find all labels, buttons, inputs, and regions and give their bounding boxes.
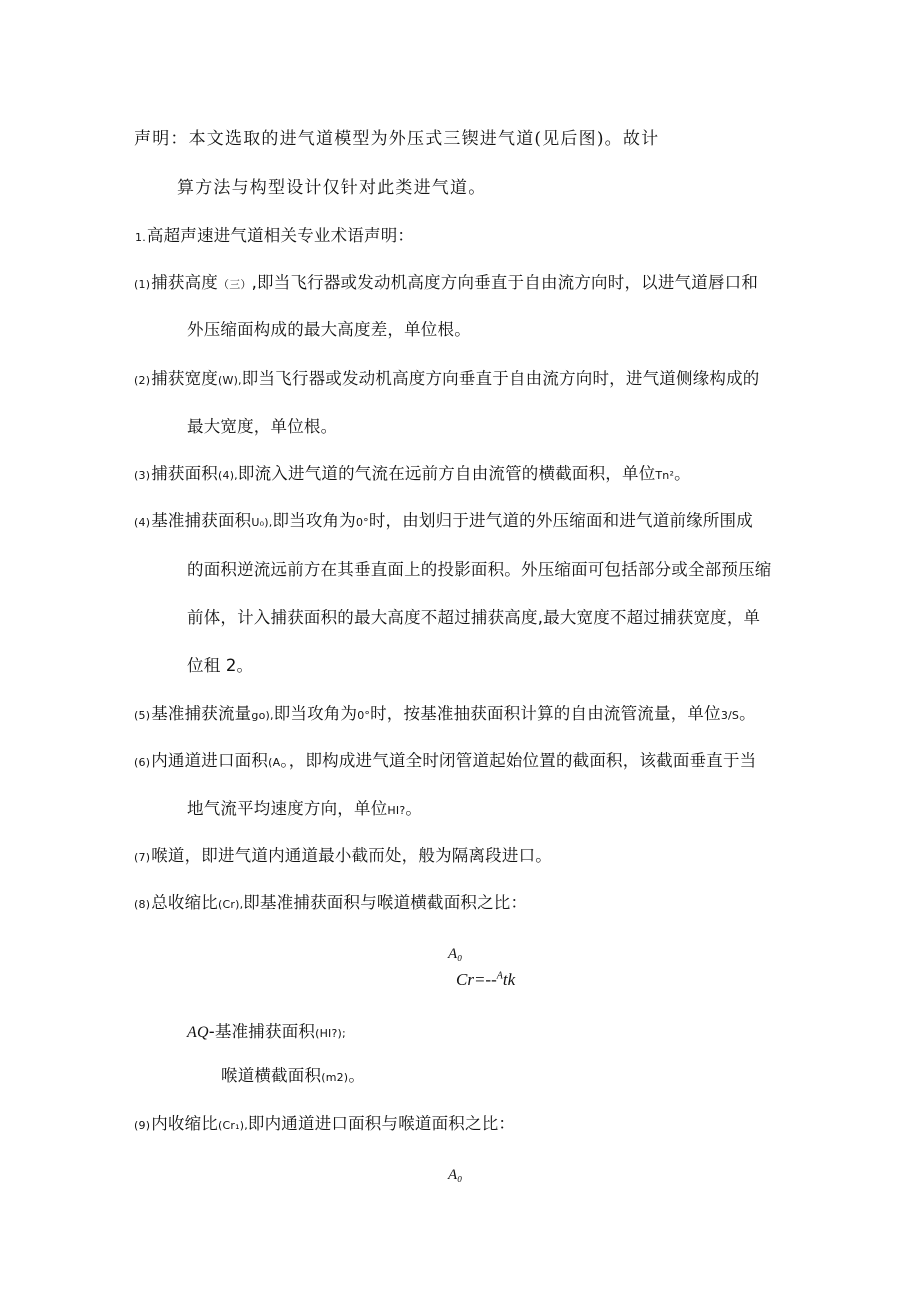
definition-text: -基准捕获面积 [208,1022,316,1041]
punct: 。 [348,1066,366,1085]
term-symbol: （三） [218,278,252,291]
term-definition: 即基准捕获面积与喉道横截面积之比： [243,893,528,912]
formula-1 [456,971,515,988]
term-item-1 [134,275,758,292]
definition-text: 喉道横截面积 [221,1066,322,1085]
term-item-7 [134,848,552,865]
item-number: (3) [134,469,151,482]
definition-a0 [187,1024,346,1041]
unit-label: 3/S [720,709,740,722]
term-item-4-cont-1: 的面积逆流远前方在其垂直面上的投影面积。外压缩面可包括部分或全部预压缩 [187,560,772,579]
term-symbol: (W), [218,374,242,387]
term-item-3 [134,466,691,483]
term-symbol: U₀), [251,516,273,529]
term-name: 捕获宽度 [151,369,218,388]
term-definition: 即当攻角为 [273,704,358,723]
symbol-a0: AQ [187,1024,209,1041]
item-number: (1) [134,278,151,291]
term-symbol: (4), [218,469,238,482]
term-item-4 [134,513,753,530]
unit-label: Tn² [655,469,675,482]
term-symbol: (A [268,756,281,769]
section-title: 高超声速进气道相关专业术语声明： [146,226,415,245]
punct: 。 [739,704,756,723]
item-number: (8) [134,898,151,911]
term-definition: 即当攻角为 [272,511,356,530]
angle-value: 0° [357,709,371,722]
formula-2-numerator: A₀ [448,1167,463,1183]
term-symbol: (Cr₁), [218,1119,248,1132]
item-number: (4) [134,516,151,529]
term-name: 基准捕获面积 [151,511,252,530]
term-name: 捕获面积 [151,464,218,483]
item-number: (6) [134,756,151,769]
term-item-2 [134,371,759,388]
term-item-5 [134,706,756,723]
item-number: (9) [134,1119,151,1132]
term-name: 总收缩比 [151,893,218,912]
punct: 。 [674,464,691,483]
definition-throat [221,1068,365,1085]
unit-label: (m2) [321,1071,349,1084]
term-item-2-cont: 最大宽度，单位根。 [187,417,338,436]
term-item-1-cont: 外压缩面构成的最大高度差，单位根。 [187,320,471,339]
term-definition: 即内通道进口面积与喉道面积之比： [247,1114,516,1133]
formula-1-denominator: tk [502,970,516,989]
term-symbol: go), [251,709,274,722]
intro-line-1: 声明：本文选取的进气道模型为外压式三锲进气道(见后图)。故计 [134,129,660,149]
term-symbol: (Cr), [218,898,244,911]
angle-value: 0° [355,516,369,529]
term-definition-rest: 时，由划归于进气道的外压缩面和进气道前缘所围成 [368,511,753,530]
term-name: 内收缩比 [151,1114,218,1133]
term-definition-rest: 时，按基准抽获面积计算的自由流管流量，单位 [370,704,721,723]
term-definition: 即当飞行器或发动机高度方向垂直于自由流方向时，进气道侧缘构成的 [241,369,760,388]
term-definition: 喉道，即进气道内通道最小截而处，般为隔离段进口。 [151,846,552,865]
punct: 。 [405,799,423,818]
intro-line-2: 算方法与构型设计仅针对此类进气道。 [177,178,487,198]
term-definition: 地气流平均速度方向，单位 [187,799,388,818]
formula-1-numerator: A₀ [448,946,463,962]
term-item-9 [134,1116,515,1133]
term-name: 捕获高度 [151,273,218,292]
item-number: (5) [134,709,151,722]
term-name: 内通道进口面积 [151,751,269,770]
item-number: (2) [134,374,151,387]
item-number: (7) [134,851,151,864]
term-item-8 [134,895,527,912]
term-definition: 即流入进气道的气流在远前方自由流管的横截面积，单位 [237,464,656,483]
term-item-4-cont-2: 前体，计入捕获面积的最大高度不超过捕获高度,最大宽度不超过捕获宽度，单 [187,608,761,627]
unit-label: HI? [387,804,406,817]
term-name: 基准捕获流量 [151,704,252,723]
term-item-6-cont [187,801,422,818]
term-definition: ,即当飞行器或发动机高度方向垂直于自由流方向时，以进气道唇口和 [251,273,759,292]
term-definition: 。，即构成进气道全时闭管道起始位置的截面积，该截面垂直于当 [280,751,757,770]
formula-1-main: Cr=-- [456,970,497,989]
formula-1-sup: A [496,970,503,982]
term-item-6 [134,753,756,770]
term-item-4-cont-3: 位租 2。 [187,656,254,675]
section-heading [134,228,414,245]
unit-label: (HI?); [315,1027,346,1040]
section-number-text: 1. [135,231,146,244]
